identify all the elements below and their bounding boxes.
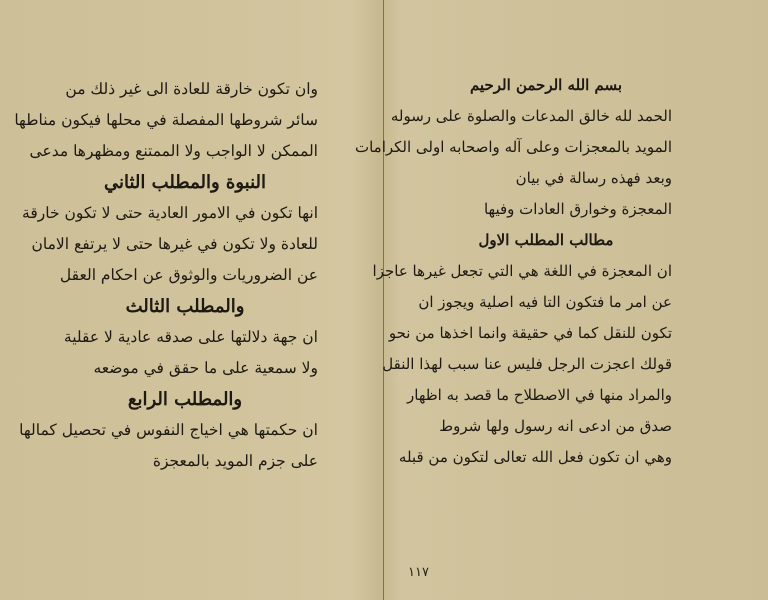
book-gutter — [383, 0, 384, 600]
text-line: ولا سمعية على ما حقق في موضعه — [93, 359, 318, 377]
text-line: صدق من ادعى انه رسول ولها شروط — [439, 417, 672, 435]
page-number: ١١٧ — [408, 565, 429, 580]
text-line: المويد بالمعجزات وعلى آله واصحابه اولى الكرامات — [354, 138, 672, 156]
text-line: تكون للنقل كما في حقيقة وانما اخذها من نحو — [388, 324, 672, 342]
right-page-text — [354, 70, 672, 473]
section-heading: مطالب المطلب الاول — [478, 231, 614, 249]
text-line: وبعد فهذه رسالة في بيان — [515, 169, 672, 187]
section-heading: النبوة والمطلب الثاني — [103, 172, 266, 193]
section-heading: بسم الله الرحمن الرحيم — [469, 76, 623, 94]
text-line: انها تكون في الامور العادية حتى لا تكون خارقة — [22, 204, 318, 222]
text-line: الحمد لله خالق المدعات والصلوة على رسوله — [390, 107, 672, 125]
text-line: المعجزة وخوارق العادات وفيها — [483, 200, 672, 218]
left-page-text — [14, 74, 318, 477]
text-line: ان المعجزة في اللغة هي التي تجعل غيرها عاجزا — [372, 262, 672, 280]
text-line: والمراد منها في الاصطلاح ما قصد به اظهار — [407, 386, 672, 404]
text-line: للعادة ولا تكون في غيرها حتى لا يرتفع الامان — [31, 235, 318, 253]
section-heading: والمطلب الرابع — [127, 389, 243, 410]
text-line: عن امر ما فتكون التا فيه اصلية ويجوز ان — [418, 293, 672, 311]
text-line: وهي ان تكون فعل الله تعالى لتكون من قبله — [398, 448, 672, 466]
text-line: سائر شروطها المفصلة في محلها فيكون مناطها — [14, 111, 318, 129]
text-line: الممكن لا الواجب ولا الممتنع ومظهرها مدعى — [29, 142, 318, 160]
text-line: على جزم المويد بالمعجزة — [152, 452, 318, 470]
text-line: ان حكمتها هي اخياج النفوس في تحصيل كمالها — [19, 421, 318, 439]
text-line: ان جهة دلالتها على صدقه عادية لا عقلية — [63, 328, 318, 346]
text-line: قولك اعجزت الرجل فليس عنا سبب لهذا النقل — [382, 355, 672, 373]
text-line: عن الضروريات والوثوق عن احكام العقل — [59, 266, 318, 284]
section-heading: والمطلب الثالث — [125, 296, 245, 317]
text-line: وان تكون خارقة للعادة الى غير ذلك من — [65, 80, 318, 98]
